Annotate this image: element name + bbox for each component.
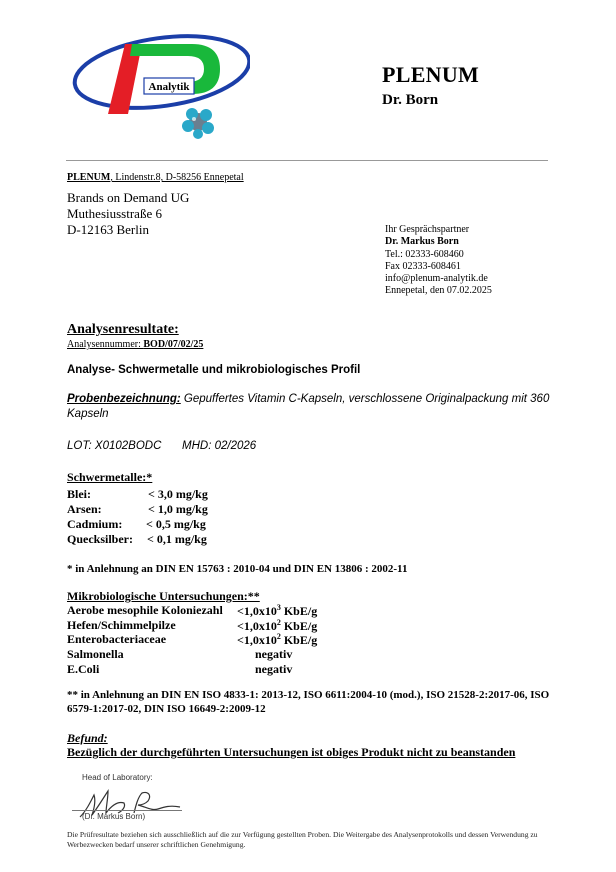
sample-description xyxy=(67,392,557,422)
recipient-line-1: Brands on Demand UG xyxy=(67,190,190,205)
signature-name: (Dr. Markus Born) xyxy=(82,812,146,821)
micro-value: $<1,0x10^3$ KbE/g xyxy=(237,603,318,618)
analysis-number: Analysennummer: BOD/07/02/25 xyxy=(67,339,204,350)
heavy-metal-value: < 1,0 mg/kg xyxy=(148,502,208,516)
micro-name: E.Coli xyxy=(67,662,100,676)
sample-label: Probenbezeichnung: xyxy=(67,393,181,405)
micro-value: negativ xyxy=(255,647,293,661)
finding-title: Befund: xyxy=(67,731,108,745)
heavy-metals-title: Schwermetalle:* xyxy=(67,470,153,484)
contact-email: info@plenum-analytik.de xyxy=(385,273,488,284)
micro-footnote: ** in Anlehnung an DIN EN ISO 4833-1: 2013-12, ISO 6611:2004-10 (mod.), ISO 21528-2:2017-06, ISO 6579-1:2017-02, DIN ISO 16649-2:2009-12 xyxy=(67,689,550,715)
contact-person: Dr. Markus Born xyxy=(385,236,459,247)
results-title: Analysenresultate: xyxy=(67,322,179,337)
heavy-metal-name: Quecksilber: xyxy=(67,532,133,546)
micro-value: $<1,0x10^2$ KbE/g xyxy=(237,632,318,647)
sample-value: Gepuffertes Vitamin C-Kapseln, verschlossene Originalpackung mit 360 Kapseln xyxy=(67,393,550,420)
heavy-metal-name: Blei: xyxy=(67,487,91,501)
sender-address: , Lindenstr.8, D-58256 Ennepetal xyxy=(110,172,244,183)
brand-name: PLENUM xyxy=(382,62,480,87)
micro-value: negativ xyxy=(255,662,293,676)
lot-number: LOT: X0102BODC xyxy=(67,440,162,452)
micro-name: Enterobacteriaceae xyxy=(67,632,167,646)
logo-text: Analytik xyxy=(148,81,190,93)
disclaimer: Die Prüfresultate beziehen sich ausschließlich auf die zur Verfügung gestellten Proben. Die Weitergabe des Analysenprotokolls und dessen Verwendung zu Werbezwecken bedarf unserer schriftlichen Genehmigung. xyxy=(67,830,538,849)
heavy-metal-value: < 0,5 mg/kg xyxy=(146,517,206,531)
best-before: MHD: 02/2026 xyxy=(182,440,257,452)
sender-line xyxy=(67,172,244,183)
head-of-laboratory-label: Head of Laboratory: xyxy=(82,773,153,782)
molecule-icon xyxy=(182,108,214,139)
contact-heading: Ihr Gesprächspartner xyxy=(385,224,470,235)
micro-title: Mikrobiologische Untersuchungen:** xyxy=(67,589,260,603)
contact-fax: Fax 02333-608461 xyxy=(385,261,461,272)
micro-name: Aerobe mesophile Koloniezahl xyxy=(67,603,223,617)
brand-subtitle: Dr. Born xyxy=(382,92,439,108)
recipient-line-3: D-12163 Berlin xyxy=(67,222,149,237)
micro-name: Hefen/Schimmelpilze xyxy=(67,618,176,632)
heavy-metals-footnote: * in Anlehnung an DIN EN 15763 : 2010-04 und DIN EN 13806 : 2002-11 xyxy=(67,563,408,575)
heavy-metal-value: < 0,1 mg/kg xyxy=(147,532,207,546)
heavy-metal-name: Cadmium: xyxy=(67,517,123,531)
recipient-line-2: Muthesiusstraße 6 xyxy=(67,206,162,221)
micro-name: Salmonella xyxy=(67,647,124,661)
signature-line xyxy=(72,810,182,811)
heavy-metal-name: Arsen: xyxy=(67,502,102,516)
finding-text: Bezüglich der durchgeführten Untersuchungen ist obiges Produkt nicht zu beanstanden xyxy=(67,745,516,759)
place-date: Ennepetal, den 07.02.2025 xyxy=(385,285,492,296)
header-divider xyxy=(66,160,548,161)
heavy-metal-value: < 3,0 mg/kg xyxy=(148,487,208,501)
sender-name: PLENUM xyxy=(67,172,111,183)
micro-value: $<1,0x10^2$ KbE/g xyxy=(237,618,318,633)
analysis-type: Analyse- Schwermetalle und mikrobiologisches Profil xyxy=(67,364,361,376)
plenum-analytik-logo xyxy=(70,22,250,152)
contact-tel: Tel.: 02333-608460 xyxy=(385,249,464,260)
